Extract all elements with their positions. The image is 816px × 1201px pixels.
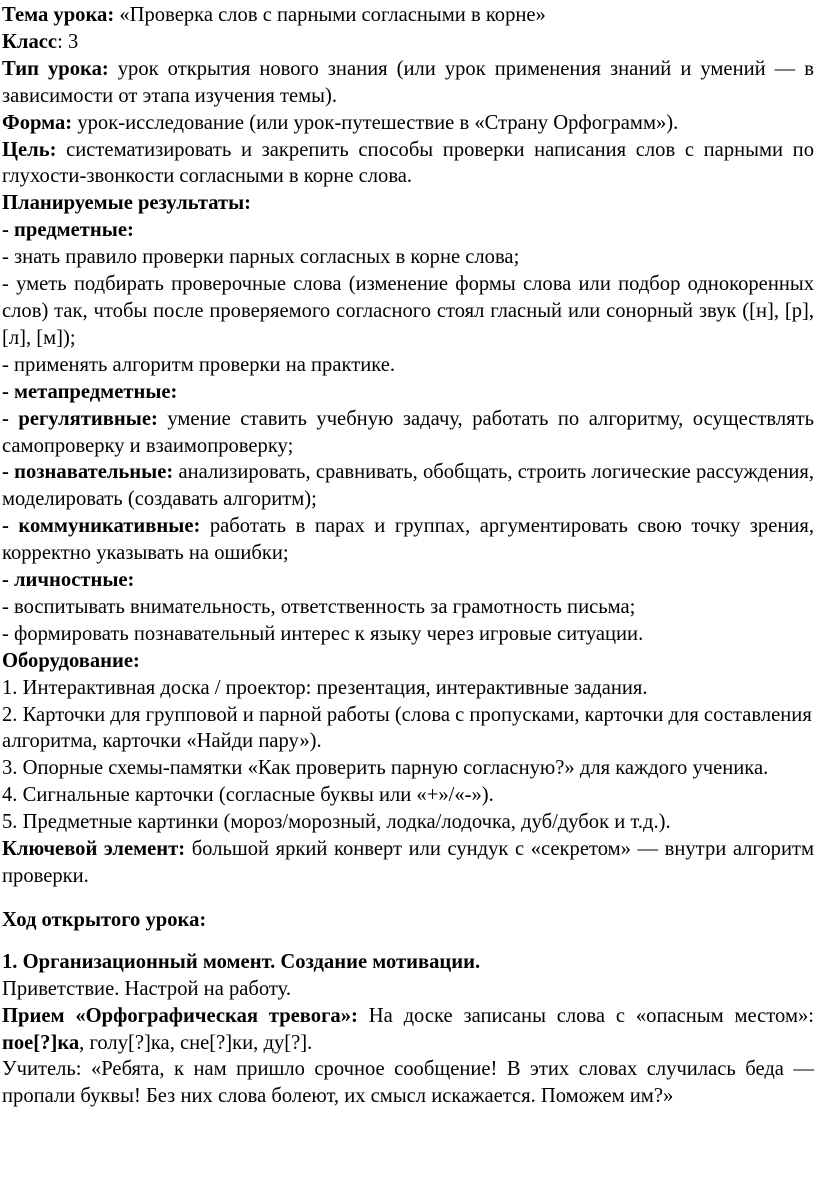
equipment-item: 5. Предметные картинки (мороз/морозный, лодка/лодочка, дуб/дубок и т.д.). bbox=[2, 811, 671, 834]
meta-result-text: анализировать, сравнивать, обобщать, строить логические рассуждения, моделировать (создавать алгоритм); bbox=[2, 461, 814, 511]
topic-label: Тема урока: bbox=[2, 4, 115, 26]
technique-text: На доске записаны слова с «опасным местом»: bbox=[357, 1004, 814, 1027]
key-element-text: большой яркий конверт или сундук с «секретом» — внутри алгоритм проверки. bbox=[2, 838, 814, 887]
meta-result-item bbox=[2, 513, 814, 567]
course-heading: Ход открытого урока: bbox=[2, 908, 207, 931]
personal-result-item: - формировать познавательный интерес к языку через игровые ситуации. bbox=[2, 622, 644, 645]
teacher-speech: Учитель: «Ребята, к нам пришло срочное сообщение! В этих словах случилась беда — пропали буквы! Без них слова болеют, их смысл искажается. Поможем им?» bbox=[2, 1058, 814, 1108]
technique-label: Прием «Орфографическая тревога»: bbox=[2, 1004, 358, 1027]
meta-result-text: работать в парах и группах, аргументировать свою точку зрения, корректно указывать на ошибки; bbox=[2, 515, 815, 565]
personal-results-heading: - личностные: bbox=[2, 569, 135, 592]
grade-text: : 3 bbox=[57, 30, 79, 53]
grade-line bbox=[2, 29, 814, 56]
goal-text: систематизировать и закрепить способы проверки написания слов с парными по глухости-звонкости согласными в корне слова. bbox=[2, 138, 814, 188]
meta-result-label: - коммуникативные: bbox=[2, 515, 201, 538]
equipment-item: 2. Карточки для групповой и парной работы (слова с пропусками, карточки для составления алгоритма, карточки «Найди пару»). bbox=[2, 703, 812, 753]
form-line bbox=[2, 110, 814, 137]
topic-line bbox=[2, 2, 814, 29]
subject-result-item: - знать правило проверки парных согласных в корне слова; bbox=[2, 246, 520, 269]
goal-label: Цель: bbox=[2, 138, 57, 161]
meta-result-label: - познавательные: bbox=[2, 461, 174, 484]
meta-results-heading: - метапредметные: bbox=[2, 380, 178, 403]
stage1-heading: 1. Организационный момент. Создание мотивации. bbox=[2, 950, 481, 973]
form-label: Форма: bbox=[2, 111, 73, 134]
equipment-item: 1. Интерактивная доска / проектор: презентация, интерактивные задания. bbox=[2, 676, 648, 699]
highlighted-word: пое[?]ка bbox=[2, 1031, 80, 1054]
equipment-heading: Оборудование: bbox=[2, 649, 140, 672]
subject-results-heading: - предметные: bbox=[2, 219, 134, 242]
subject-result-item: - уметь подбирать проверочные слова (изменение формы слова или подбор однокоренных слов) так, чтобы после проверяемого согласного стоял гласный или сонорный звук ([н], [р], [л], [м]); bbox=[2, 273, 814, 349]
lesson-type-label: Тип урока: bbox=[2, 57, 109, 80]
topic-text: «Проверка слов с парными согласными в корне» bbox=[114, 4, 546, 26]
results-heading: Планируемые результаты: bbox=[2, 192, 252, 215]
form-text: урок-исследование (или урок-путешествие в «Страну Орфограмм»). bbox=[72, 111, 679, 134]
words-list: , голу[?]ка, сне[?]ки, ду[?]. bbox=[79, 1031, 313, 1054]
grade-label: Класс bbox=[2, 30, 58, 53]
key-element-label: Ключевой элемент: bbox=[2, 838, 186, 861]
subject-result-item: - применять алгоритм проверки на практике. bbox=[2, 353, 396, 376]
key-element-paragraph bbox=[2, 836, 814, 890]
personal-result-item: - воспитывать внимательность, ответственность за грамотность письма; bbox=[2, 595, 636, 618]
meta-result-label: - регулятивные: bbox=[2, 407, 158, 430]
meta-result-text: умение ставить учебную задачу, работать по алгоритму, осуществлять самопроверку и взаимопроверку; bbox=[2, 407, 815, 457]
lesson-type-text: урок открытия нового знания (или урок применения знаний и умений — в зависимости от этапа изучения темы). bbox=[2, 57, 814, 107]
goal-paragraph bbox=[2, 137, 814, 191]
meta-result-item bbox=[2, 459, 814, 513]
greeting-line: Приветствие. Настрой на работу. bbox=[2, 977, 292, 1000]
technique-paragraph bbox=[2, 1003, 814, 1057]
lesson-type-paragraph bbox=[2, 56, 814, 110]
meta-result-item bbox=[2, 406, 814, 460]
equipment-item: 4. Сигнальные карточки (согласные буквы или «+»/«-»). bbox=[2, 784, 494, 807]
equipment-item: 3. Опорные схемы-памятки «Как проверить парную согласную?» для каждого ученика. bbox=[2, 757, 769, 780]
